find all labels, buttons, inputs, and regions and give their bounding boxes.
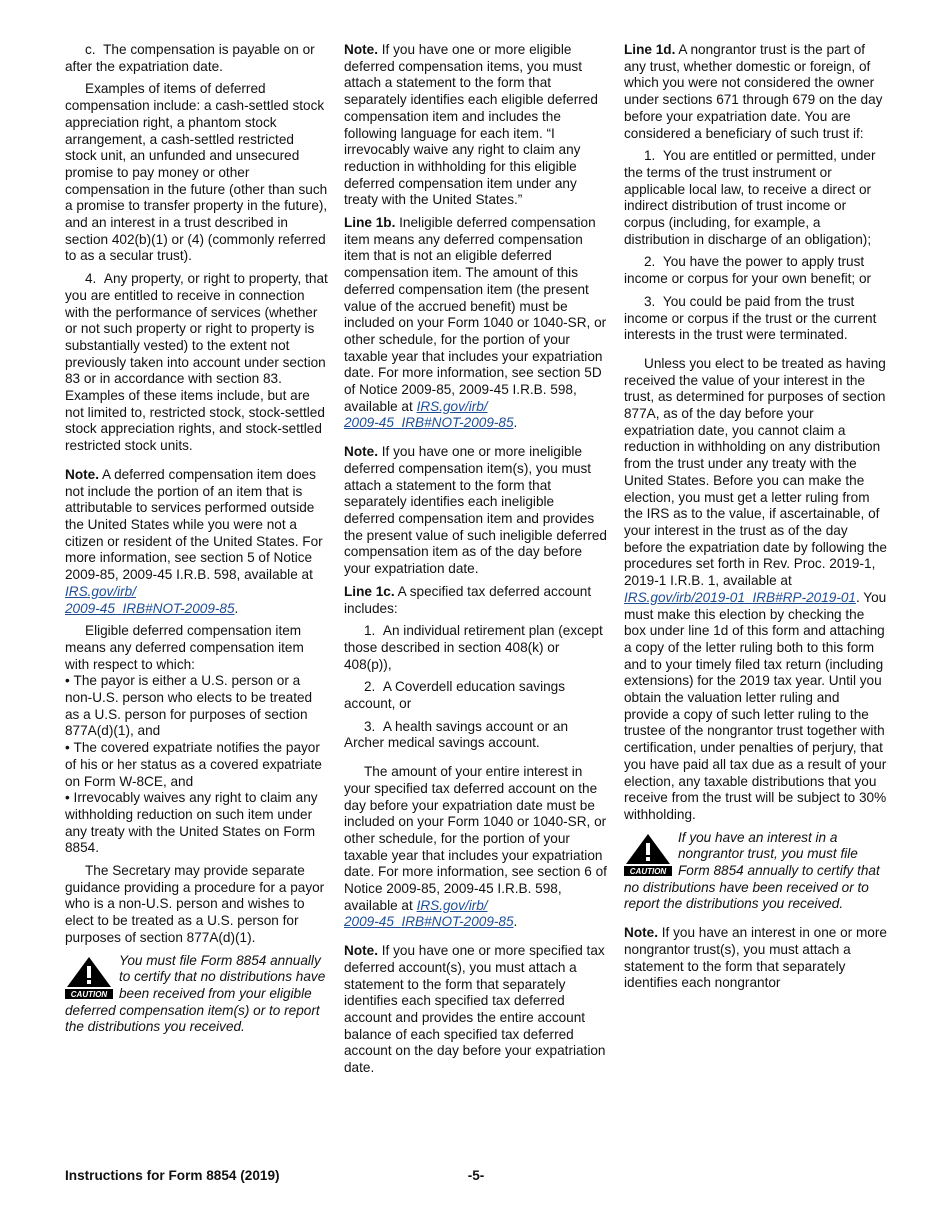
caution-icon	[65, 955, 113, 999]
rev-proc-link[interactable]: IRS.gov/irb/2019-01_IRB#RP-2019-01	[624, 589, 856, 605]
paragraph-eligible: Eligible deferred compensation item means any deferred compensation item with respect to which:	[65, 623, 304, 672]
irs-notice-link[interactable]: IRS.gov/irb/ 2009-45_IRB#NOT-2009-85	[344, 398, 514, 431]
list-item: 3. A health savings account or an Archer medical savings account.	[344, 718, 569, 751]
line-1b: Line 1b. Ineligible deferred compensation item means any deferred compensation item that is not an eligible deferred compensation item. The amount of this deferred compensation item (the present value of the accrued benefit) must be included on your Form 1040 or 1040-SR, or other schedule, for the portion of your taxable year that includes your expatriation date. For more information, see section 5D of Notice 2009-85, 2009-45 I.R.B. 598, available at IRS.gov/irb/ 2009-45_IRB#NOT-2009-85.	[344, 215, 607, 431]
caution-text: If you have an interest in a nongrantor trust, you must file Form 8854 annually to certify that no distributions have been received or to report the distributions you received.	[624, 829, 880, 912]
list-item: 2. A Coverdell education savings account, or	[344, 679, 566, 712]
caution-text: You must file Form 8854 annually to certify that no distributions have been received from your eligible deferred compensation item(s) or to report the distributions you received.	[65, 952, 326, 1035]
line-1d-label: Line 1d.	[624, 42, 676, 57]
note-eligible-statement: Note. If you have one or more eligible deferred compensation items, you must attach a statement to the form that separately identifies each eligible deferred compensation item and includes the following language for each item. “I irrevocably waive any right to claim any reduction in withholding for this eligible deferred compensation item under any treaty with the United States.”	[344, 42, 598, 208]
eligible-conditions-list	[65, 673, 328, 857]
caution-label: CAUTION	[70, 989, 108, 999]
irs-notice-link[interactable]: IRS.gov/irb/ 2009-45_IRB#NOT-2009-85	[344, 897, 514, 930]
caution-note	[65, 953, 328, 1037]
paragraph-item-4: 4. Any property, or right to property, that you are entitled to receive in connection with the performance of services (whether or not such property or right to property is substantially vested) to the extent not previously taken into account under section 83 or in accordance with section 83. Examples of these items include, but are not limited to, restricted stock, stock-settled stock appreciation rights, and stock-settled restricted stock units.	[65, 271, 328, 454]
irs-notice-link[interactable]: IRS.gov/irb/ 2009-45_IRB#NOT-2009-85	[65, 583, 235, 616]
column-3	[624, 42, 887, 998]
paragraph-unless: Unless you elect to be treated as having received the value of your interest in the trust, as determined for purposes of section 877A, as of the day before your expatriation date, you cannot claim a reduction in withholding on any distribution from the trust under any treaty with the United States. Before you can make the election, you must get a letter ruling from the IRS as to the value, if ascertainable, of your interest in the trust as of the day before the expatriation date by following the procedures set forth in Rev. Proc. 2019-1, 2019-1 I.R.B. 1, available at IRS.gov/irb/2019-01_IRB#RP-2019-01. You must make this election by checking the box under line 1d of this form and attaching a copy of the letter ruling both to this form and to your timely filed tax return (including extensions) for the 2019 tax year. Until you obtain the valuation letter ruling and provide a copy of such letter ruling to the trustee of the nongrantor trust together with certification, under penalties of perjury, that you have paid all tax due as a result of your election, any taxable distributions that you receive from the trust will be subject to 30% withholding.	[624, 355, 887, 822]
note-specified-accounts: Note. If you have one or more specified tax deferred account(s), you must attach a statement to the form that separately identifies each specified tax deferred account and provides the entire account balance of each specified tax deferred account on the day before your expatriation date.	[344, 943, 606, 1076]
page-number: -5-	[467, 1168, 485, 1183]
list-item: • Irrevocably waives any right to claim any withholding reduction on such item under any treaty with the United States on Form 8854.	[65, 790, 328, 857]
line-1b-label: Line 1b.	[344, 215, 396, 231]
paragraph-secretary: The Secretary may provide separate guidance providing a procedure for a payor who is a non-U.S. person and wishes to elect to be treated as a U.S. person for purposes of section 877A(d)(1).	[65, 863, 325, 945]
caution-note	[624, 830, 887, 914]
list-item: • The covered expatriate notifies the payor of his or her status as a covered expatriate on Form W-8CE, and	[65, 740, 328, 790]
line-1c: Line 1c. A specified tax deferred account includes:	[344, 583, 592, 616]
list-item: 1. You are entitled or permitted, under the terms of the trust instrument or applicable local law, to receive a direct or indirect distribution of trust income or corpus (including, for example, a distribution in discharge of an obligation);	[624, 148, 876, 247]
paragraph-c: c. The compensation is payable on or after the expatriation date.	[65, 42, 315, 74]
list-item: 2. You have the power to apply trust income or corpus for your own benefit; or	[624, 254, 872, 287]
note-deferred-compensation: Note. A deferred compensation item does not include the portion of an item that is attributable to services performed outside the United States while you were not a citizen or resident of the United States. For more information, see section 5 of Notice 2009-85, 2009-45 I.R.B. 598, available at IRS.gov/irb/ 2009-45_IRB#NOT-2009-85.	[65, 466, 323, 616]
line-1d: Line 1d. A nongrantor trust is the part of any trust, whether domestic or foreign, of which you were not considered the owner under sections 671 through 679 on the day before your expatriation date. You are considered a beneficiary of such trust if:	[624, 42, 883, 141]
note-label: Note.	[65, 466, 99, 482]
line-1c-label: Line 1c.	[344, 583, 395, 599]
list-item: • The payor is either a U.S. person or a non-U.S. person who elects to be treated as a U.S. person for purposes of section 877A(d)(1), and	[65, 673, 328, 740]
caution-label: CAUTION	[629, 866, 667, 876]
footer-title: Instructions for Form 8854 (2019)	[65, 1168, 280, 1183]
list-item: 3. You could be paid from the trust income or corpus if the trust or the current interests in the trust were terminated.	[624, 293, 877, 343]
paragraph-examples: Examples of items of deferred compensation include: a cash-settled stock appreciation right, a phantom stock arrangement, a cash-settled restricted stock unit, an unfunded and unsecured promise to pay money or other compensation in the future (other than such a promise to transfer property in the future), and an interest in a trust described in section 402(b)(1) or (4) (commonly referred to as a secular trust).	[65, 81, 328, 264]
list-item: 1. An individual retirement plan (except those described in section 408(k) or 408(p)),	[344, 623, 603, 672]
column-1	[65, 42, 328, 1042]
column-2	[344, 42, 607, 1083]
paragraph-amount: The amount of your entire interest in your specified tax deferred account on the day before your expatriation date must be included on your Form 1040 or 1040-SR, or other schedule, for the portion of your taxable year that includes your expatriation date. For more information, see section 6 of Notice 2009-85, 2009-45 I.R.B. 598, available at IRS.gov/irb/ 2009-45_IRB#NOT-2009-85.	[344, 764, 607, 930]
note-ineligible-statement: Note. If you have one or more ineligible deferred compensation item(s), you must attach a statement to the form that separately identifies each ineligible deferred compensation item and provides the present value of such ineligible deferred compensation item as of the day before your expatriation date.	[344, 444, 607, 577]
caution-icon	[624, 832, 672, 876]
note-nongrantor: Note. If you have an interest in one or more nongrantor trust(s), you must attach a statement to the form that separately identifies each nongrantor	[624, 925, 887, 991]
